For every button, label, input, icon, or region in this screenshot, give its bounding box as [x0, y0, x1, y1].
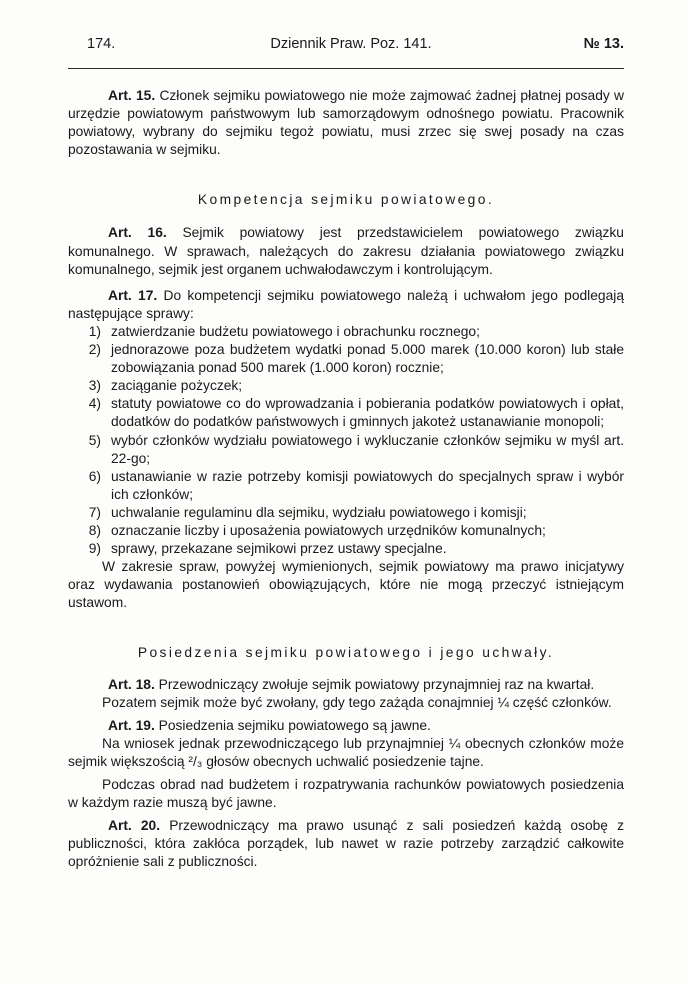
article-20-label: Art. 20. [108, 818, 161, 834]
article-19-paragraph-2: Na wniosek jednak przewodniczącego lub przynajmniej ¼ obecnych członków może sejmik większością ²/₃ głosów obecnych uchwalić posiedzenie tajne. [68, 735, 624, 769]
list-item [68, 540, 624, 558]
list-item [68, 522, 624, 540]
list-item-number: 7) [88, 504, 101, 520]
article-15-label: Art. 15. [108, 88, 156, 103]
article-18-paragraph-2: Pozatem sejmik może być zwołany, gdy tego zażąda conajmniej ¼ część członków. [102, 694, 612, 710]
list-item-number: 1) [88, 323, 101, 339]
article-19-text: Posiedzenia sejmiku powiatowego są jawne. [158, 717, 431, 733]
list-item-text: zatwierdzanie budżetu powiatowego i obrachunku rocznego; [111, 323, 480, 339]
article-15-text: Członek sejmiku powiatowego nie może zajmować żadnej płatnej posady w urzędzie powiatowym państwowym lub samorządowym odnośnego powiatu. Pracownik powiatowy, wybrany do sejmiku tegoż powiatu, musi zrzec się swej posady na czas pozostawania w sejmiku. [68, 88, 624, 158]
article-18-text: Przewodniczący zwołuje sejmik powiatowy przynajmniej raz na kwartał. [158, 676, 595, 692]
list-item [68, 468, 624, 504]
article-16-text: Sejmik powiatowy jest przedstawicielem powiatowego związku komunalnego. W sprawach, należących do zakresu działania powiatowego związku komunalnego, sejmik jest organem uchwałodawczym i kontrolującym. [68, 225, 624, 277]
article-18 [68, 676, 624, 694]
list-item-number: 6) [88, 468, 101, 484]
list-item [68, 504, 624, 522]
list-item [68, 395, 624, 431]
section-heading-competence: Kompetencja sejmiku powiatowego. [197, 192, 495, 208]
article-17-intro-text: Do kompetencji sejmiku powiatowego należą i uchwałom jego podlegają następujące sprawy: [68, 287, 624, 321]
list-item-text: zaciąganie pożyczek; [111, 378, 243, 394]
list-item-text: uchwalanie regulaminu dla sejmiku, wydziału powiatowego i komisji; [111, 504, 527, 520]
article-16-label: Art. 16. [108, 225, 167, 241]
list-item-text: sprawy, przekazane sejmikowi przez ustawy specjalne. [111, 541, 447, 557]
article-19-paragraph-3: Podczas obrad nad budżetem i rozpatrywania rachunków powiatowych posiedzenia w każdym razie muszą być jawne. [68, 777, 624, 811]
list-item [68, 323, 624, 341]
article-16 [68, 224, 624, 278]
list-item-text: jednorazowe poza budżetem wydatki ponad 5.000 marek (10.000 koron) lub stałe zobowiązania ponad 500 marek (1.000 koron) rocznie; [111, 342, 624, 376]
journal-title: Dziennik Praw. Poz. 141. [270, 36, 432, 52]
list-item-number: 9) [88, 541, 101, 557]
list-item-number: 4) [88, 396, 101, 412]
list-item-number: 5) [88, 432, 101, 448]
list-item-text: ustanawianie w razie potrzeby komisji powiatowych do specjalnych spraw i wybór ich członków; [111, 468, 624, 502]
list-item [68, 341, 624, 377]
list-item-number: 3) [88, 378, 101, 394]
list-item-text: wybór członków wydziału powiatowego i wykluczanie członków sejmiku w myśl art. 22-go; [111, 432, 624, 466]
article-17-closing: W zakresie spraw, powyżej wymienionych, sejmik powiatowy ma prawo inicjatywy oraz wydawania postanowień obowiązujących, które nie mogą przeczyć istniejącym ustawom. [68, 559, 624, 611]
page-number: 174. [87, 36, 116, 52]
page-body [68, 87, 624, 871]
article-17-label: Art. 17. [108, 287, 158, 303]
header-rule [68, 68, 624, 69]
article-17-intro [68, 287, 624, 323]
article-20 [68, 817, 624, 871]
list-item [68, 432, 624, 468]
article-18-label: Art. 18. [108, 676, 155, 692]
article-15 [68, 87, 624, 159]
section-heading-sessions: Posiedzenia sejmiku powiatowego i jego uchwały. [137, 645, 555, 661]
list-item [68, 377, 624, 395]
article-20-text: Przewodniczący ma prawo usunąć z sali posiedzeń każdą osobę z publiczności, która zakłóca porządek, lub nawet w razie potrzeby zarządzić całkowite opróżnienie sali z publiczności. [68, 818, 624, 870]
issue-number: № 13. [583, 36, 624, 52]
list-item-number: 8) [88, 522, 101, 538]
page-header [78, 36, 624, 58]
article-19-label: Art. 19. [108, 717, 155, 733]
list-item-number: 2) [88, 342, 101, 358]
list-item-text: oznaczanie liczby i uposażenia powiatowych urzędników komunalnych; [111, 522, 546, 538]
list-item-text: statuty powiatowe co do wprowadzania i pobierania podatków powiatowych i opłat, dodatków do podatków państwowych i gminnych jakoteż ustanawianie monopoli; [111, 396, 624, 430]
article-19 [68, 717, 624, 735]
